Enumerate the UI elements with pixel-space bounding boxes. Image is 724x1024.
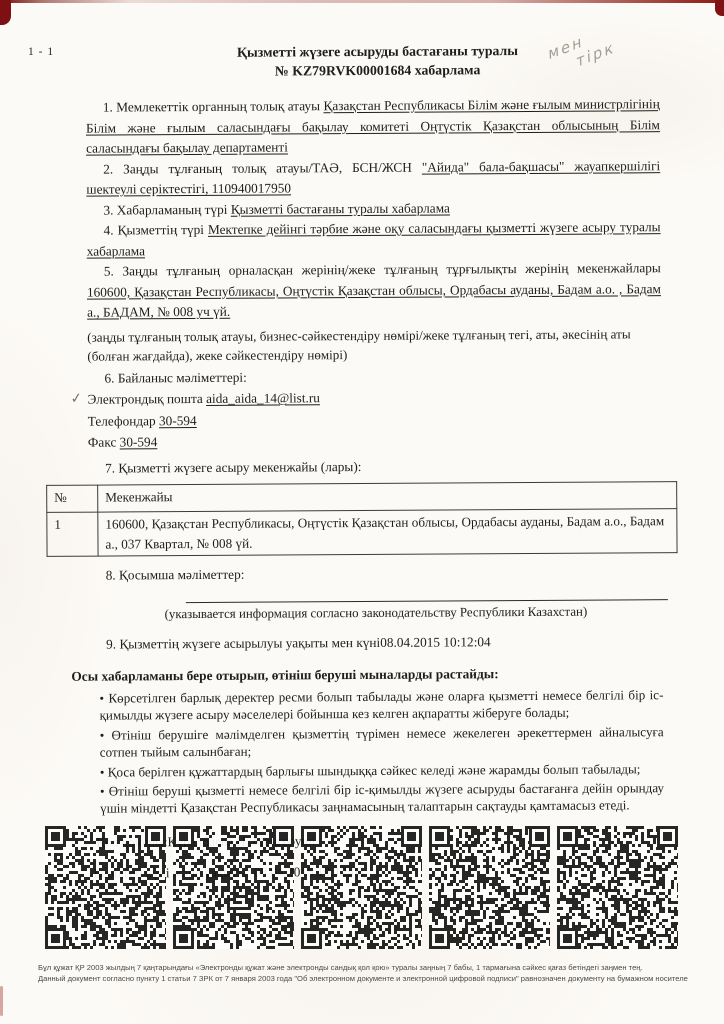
document-body — [0, 37, 724, 882]
item-1-label: 1. Мемлекеттік органның толық атауы — [102, 98, 324, 115]
item-2-legal-entity — [86, 156, 660, 201]
handwritten-word: мен — [546, 31, 586, 64]
table-row — [47, 509, 677, 557]
row-address-cell: 160600, Қазақстан Республикасы, Оңтүстік Қазақстан облысы, Ордабасы ауданы, Бадам а.о., Бадам а., 037 Квартал, № 008 үй. — [98, 509, 677, 557]
qr-code — [173, 826, 294, 949]
item-6-contacts-label: 6. Байланыс мәліметтері: — [104, 369, 247, 386]
row-number-cell: 1 — [47, 512, 98, 556]
item-9-line — [89, 630, 663, 655]
item-1-state-body — [86, 94, 660, 159]
item-2-label: 2. Заңды тұлғаның толық атауы/ТАӘ, БСН/ЖСН — [103, 159, 422, 177]
qr-code — [557, 826, 678, 949]
item-1-value: Қазақстан Республикасы Білім және ғылым министрлігінің Білім және ғылым саласындағы бақылау комитеті Оңтүстік Қазақстан облысының Білім саласындағы бақылау департаменті — [85, 96, 660, 156]
email-label: Электрондық пошта — [87, 390, 207, 407]
scan-edge-corner-left — [0, 0, 11, 25]
qr-code — [45, 826, 166, 949]
footer-line-russian: Данный документ согласно пункту 1 статьи 7 ЗРК от 7 января 2003 года "Об электронном документе и электронной цифровой подписи" равнозначен документу на бумажном носителе — [38, 973, 688, 983]
title-line-1: Қызметті жүзеге асыруды бастағаны туралы — [236, 43, 519, 60]
item-5-location-address — [87, 258, 661, 323]
column-header-address: Мекенжайы — [98, 482, 677, 513]
address-table — [46, 481, 677, 557]
qr-code-strip — [45, 826, 678, 949]
item-3-label: 3. Хабарламаның түрі — [103, 201, 231, 218]
item-2-value: "Айида" бала-бақшасы" жауапкершілігі шектеулі серіктестігі, 110940017950 — [86, 157, 661, 197]
fax-line — [88, 428, 662, 453]
document-title — [85, 37, 659, 82]
phone-label: Телефондар — [87, 412, 160, 429]
item-4-activity-type — [87, 217, 661, 262]
scan-edge-smear — [0, 986, 3, 1016]
fax-label: Факс — [87, 434, 120, 450]
item-8-label: 8. Қосымша мәліметтер: — [105, 566, 245, 583]
document-footer — [38, 963, 688, 984]
item-5-value: 160600, Қазақстан Республикасы, Оңтүстік Қазақстан облысы, Ордабасы ауданы, Бадам а.о. , Бадам а., БАДАМ, № 008 уч үй. — [86, 280, 661, 320]
fill-in-caption: (указывается информация согласно законодательству Республики Казахстан) — [164, 604, 588, 621]
item-7-label: 7. Қызметті жүзеге асыру мекенжайы (лары): — [104, 458, 362, 476]
legal-note: (заңды тұлғаның толық атауы, бизнес-сәйкестендіру нөмірі/жеке тұлғаның тегі, аты, әкесінің аты (болған жағдайда), жеке сәйкестендіру нөмірі) — [87, 325, 631, 364]
column-header-no: № — [47, 485, 98, 512]
qr-code — [301, 826, 422, 949]
confirmation-bullet-3: • Қоса берілген құжаттардың барлығы шындыққа сәйкес келеді және жарамды болып табылады; — [99, 760, 641, 780]
confirmation-bullet-2: • Өтініш берушіге мәлімделген қызметтің түрімен немесе жекелеген әрекеттермен айналысуға сотпен тыйым салынбаған; — [99, 723, 664, 760]
item-4-label: 4. Қызметтің түрі — [103, 221, 208, 238]
footer-line-kazakh: Бұл құжат ҚР 2003 жылдың 7 қаңтарындағы «Электронды құжат және электронды сандық қол қою» туралы заңның 7 бабы, 1 тармағына сәйкес қағаз бетіндегі заңмен тең. — [38, 963, 643, 972]
confirmation-bullet-1: • Көрсетілген барлық деректер ресми болып табылады және оларға қызметті немесе белгілі бір іс-қимылды жүзеге асыру мәселелері бойынша кез келген ақпаратты жіберуге болады; — [99, 687, 664, 724]
confirmation-bullet-4: • Өтініш беруші қызметті немесе белгілі бір іс-қимылды жүзеге асыруды бастағанға дейін орындау үшін міндетті Қазақстан Республикасы заңнамасының талаптарын сақтауды қамтамасыз етеді. — [99, 780, 665, 817]
qr-code — [429, 826, 550, 949]
email-value: aida_aida_14@list.ru — [206, 390, 320, 406]
item-9-label: 9. Қызметтің жүзеге асырылуы уақыты мен күні — [106, 634, 381, 652]
scan-edge-top — [0, 0, 724, 3]
handwritten-word: тірк — [574, 37, 618, 71]
fax-value: 30-594 — [119, 434, 158, 450]
item-4-value: Мектепке дейінгі тәрбие және оқу саласындағы қызметті жүзеге асыру туралы хабарлама — [86, 219, 661, 259]
item-5-label: 5. Заңды тұлғаның орналасқан жерінің/жеке тұлғаның тұрғылықты жерінің мекенжайлары — [103, 260, 661, 279]
confirmations-heading: Осы хабарламаны бере отырып, өтініш беруші мыналарды растайды: — [71, 666, 499, 684]
item-9-value: 08.04.2015 10:12:04 — [380, 633, 491, 650]
title-line-2: № KZ79RVK00001684 хабарлама — [274, 62, 481, 79]
checkmark-icon: ✓ — [69, 390, 84, 408]
address-table-header-row — [47, 482, 677, 513]
scan-edge-corner-right — [715, 0, 724, 16]
phone-value: 30-594 — [158, 412, 197, 428]
item-3-value: Қызметті бастағаны туралы хабарлама — [230, 199, 450, 217]
page-number-marker: 1 - 1 — [28, 46, 55, 58]
